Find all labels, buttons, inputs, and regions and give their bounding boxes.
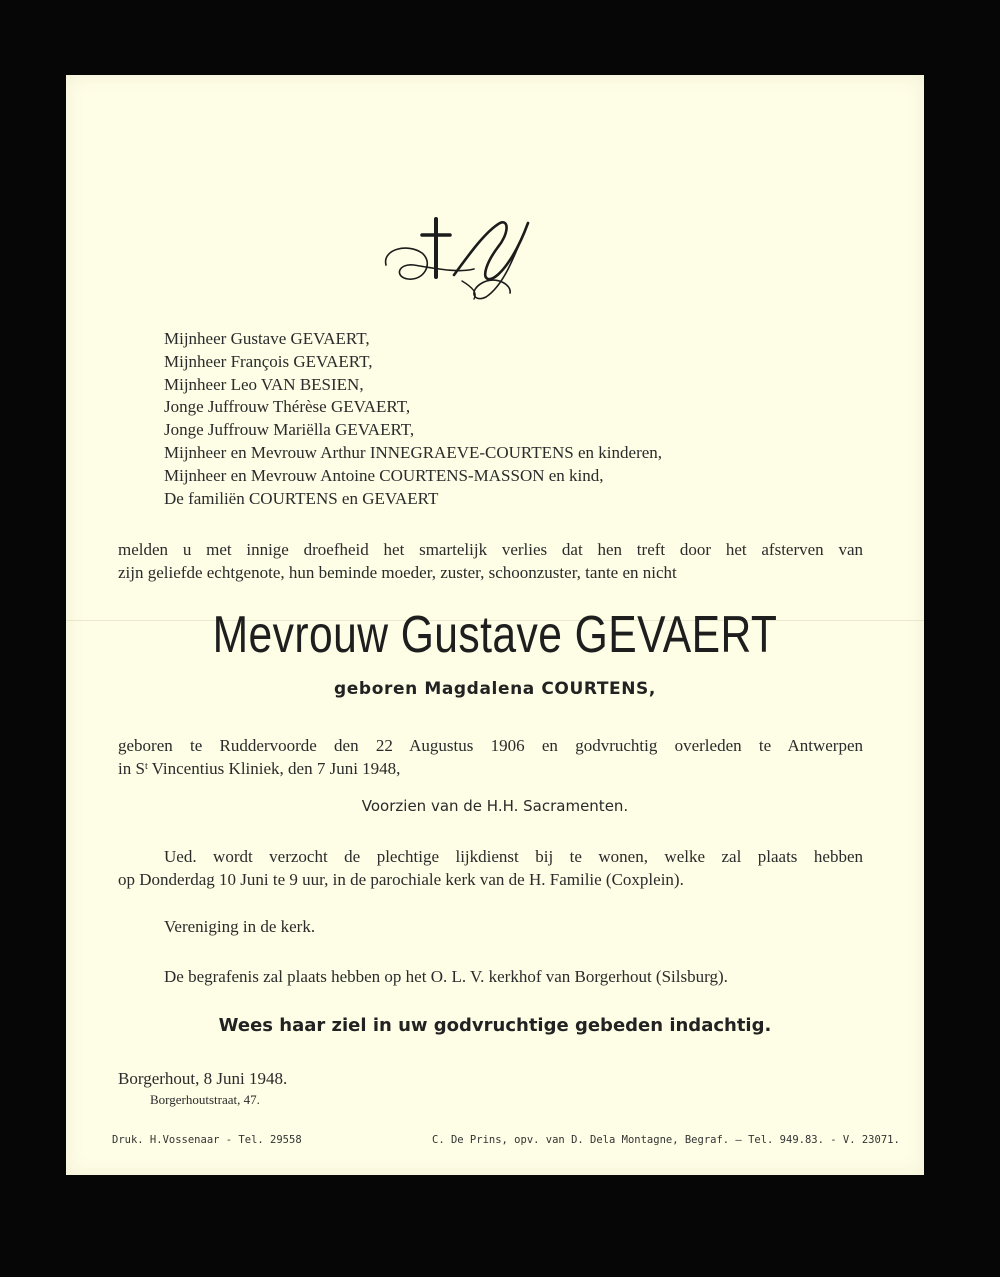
announcement-line: zijn geliefde echtgenote, hun beminde moeder, zuster, schoonzuster, tante en nicht: [118, 562, 677, 582]
family-member: Mijnheer Gustave GEVAERT,: [164, 329, 370, 348]
service-line: Ued. wordt verzocht de plechtige lijkdienst bij te wonen, welke zal plaats hebben: [164, 847, 863, 866]
family-member: Mijnheer en Mevrouw Arthur INNEGRAEVE-COURTENS en kinderen,: [164, 442, 663, 462]
announcement: [118, 539, 863, 585]
place-date: Borgerhout, 8 Juni 1948.: [118, 1069, 288, 1088]
sacraments-line: Voorzien van de H.H. Sacramenten.: [361, 797, 629, 815]
family-member: Mijnheer en Mevrouw Antoine COURTENS-MASSON en kind,: [164, 465, 604, 485]
announcement-line: melden u met innige droefheid het smartelijk verlies dat hen treft door het afsterven van: [118, 540, 863, 559]
address: Borgerhoutstraat, 47.: [150, 1092, 260, 1107]
funeral-service: [118, 846, 863, 892]
family-member: Jonge Juffrouw Mariëlla GEVAERT,: [164, 420, 415, 440]
birth-death-details: [118, 735, 863, 781]
family-member: Jonge Juffrouw Thérèse GEVAERT,: [164, 397, 411, 417]
details-line: geboren te Ruddervoorde den 22 Augustus 1906 en godvruchtig overleden te Antwerpen: [118, 736, 863, 755]
family-member: Mijnheer François GEVAERT,: [164, 351, 373, 371]
maiden-name: geboren Magdalena COURTENS,: [334, 679, 656, 699]
details-line: in $S^t$ Vincentius Kliniek, den 7 Juni 1948,: [118, 758, 401, 778]
printer-credit: Druk. H.Vossenaar - Tel. 29558: [112, 1134, 302, 1146]
prayer-line: Wees haar ziel in uw godvruchtige gebeden indachtig.: [218, 1015, 772, 1036]
cross-monogram-icon: [378, 213, 538, 305]
undertaker-credit: C. De Prins, opv. van D. Dela Montagne, Begraf. — Tel. 949.83. - V. 23071.: [432, 1134, 900, 1146]
memorial-card: [66, 75, 924, 1175]
family-list: [164, 328, 662, 510]
service-line: op Donderdag 10 Juni te 9 uur, in de parochiale kerk van de H. Familie (Coxplein).: [118, 869, 684, 889]
family-member: De familiën COURTENS en GEVAERT: [164, 488, 439, 508]
gathering-note: Vereniging in de kerk.: [164, 917, 316, 936]
family-member: Mijnheer Leo VAN BESIEN,: [164, 374, 364, 394]
deceased-name: Mevrouw Gustave GEVAERT: [212, 606, 778, 664]
burial-note: De begrafenis zal plaats hebben op het O. L. V. kerkhof van Borgerhout (Silsburg).: [164, 967, 728, 986]
